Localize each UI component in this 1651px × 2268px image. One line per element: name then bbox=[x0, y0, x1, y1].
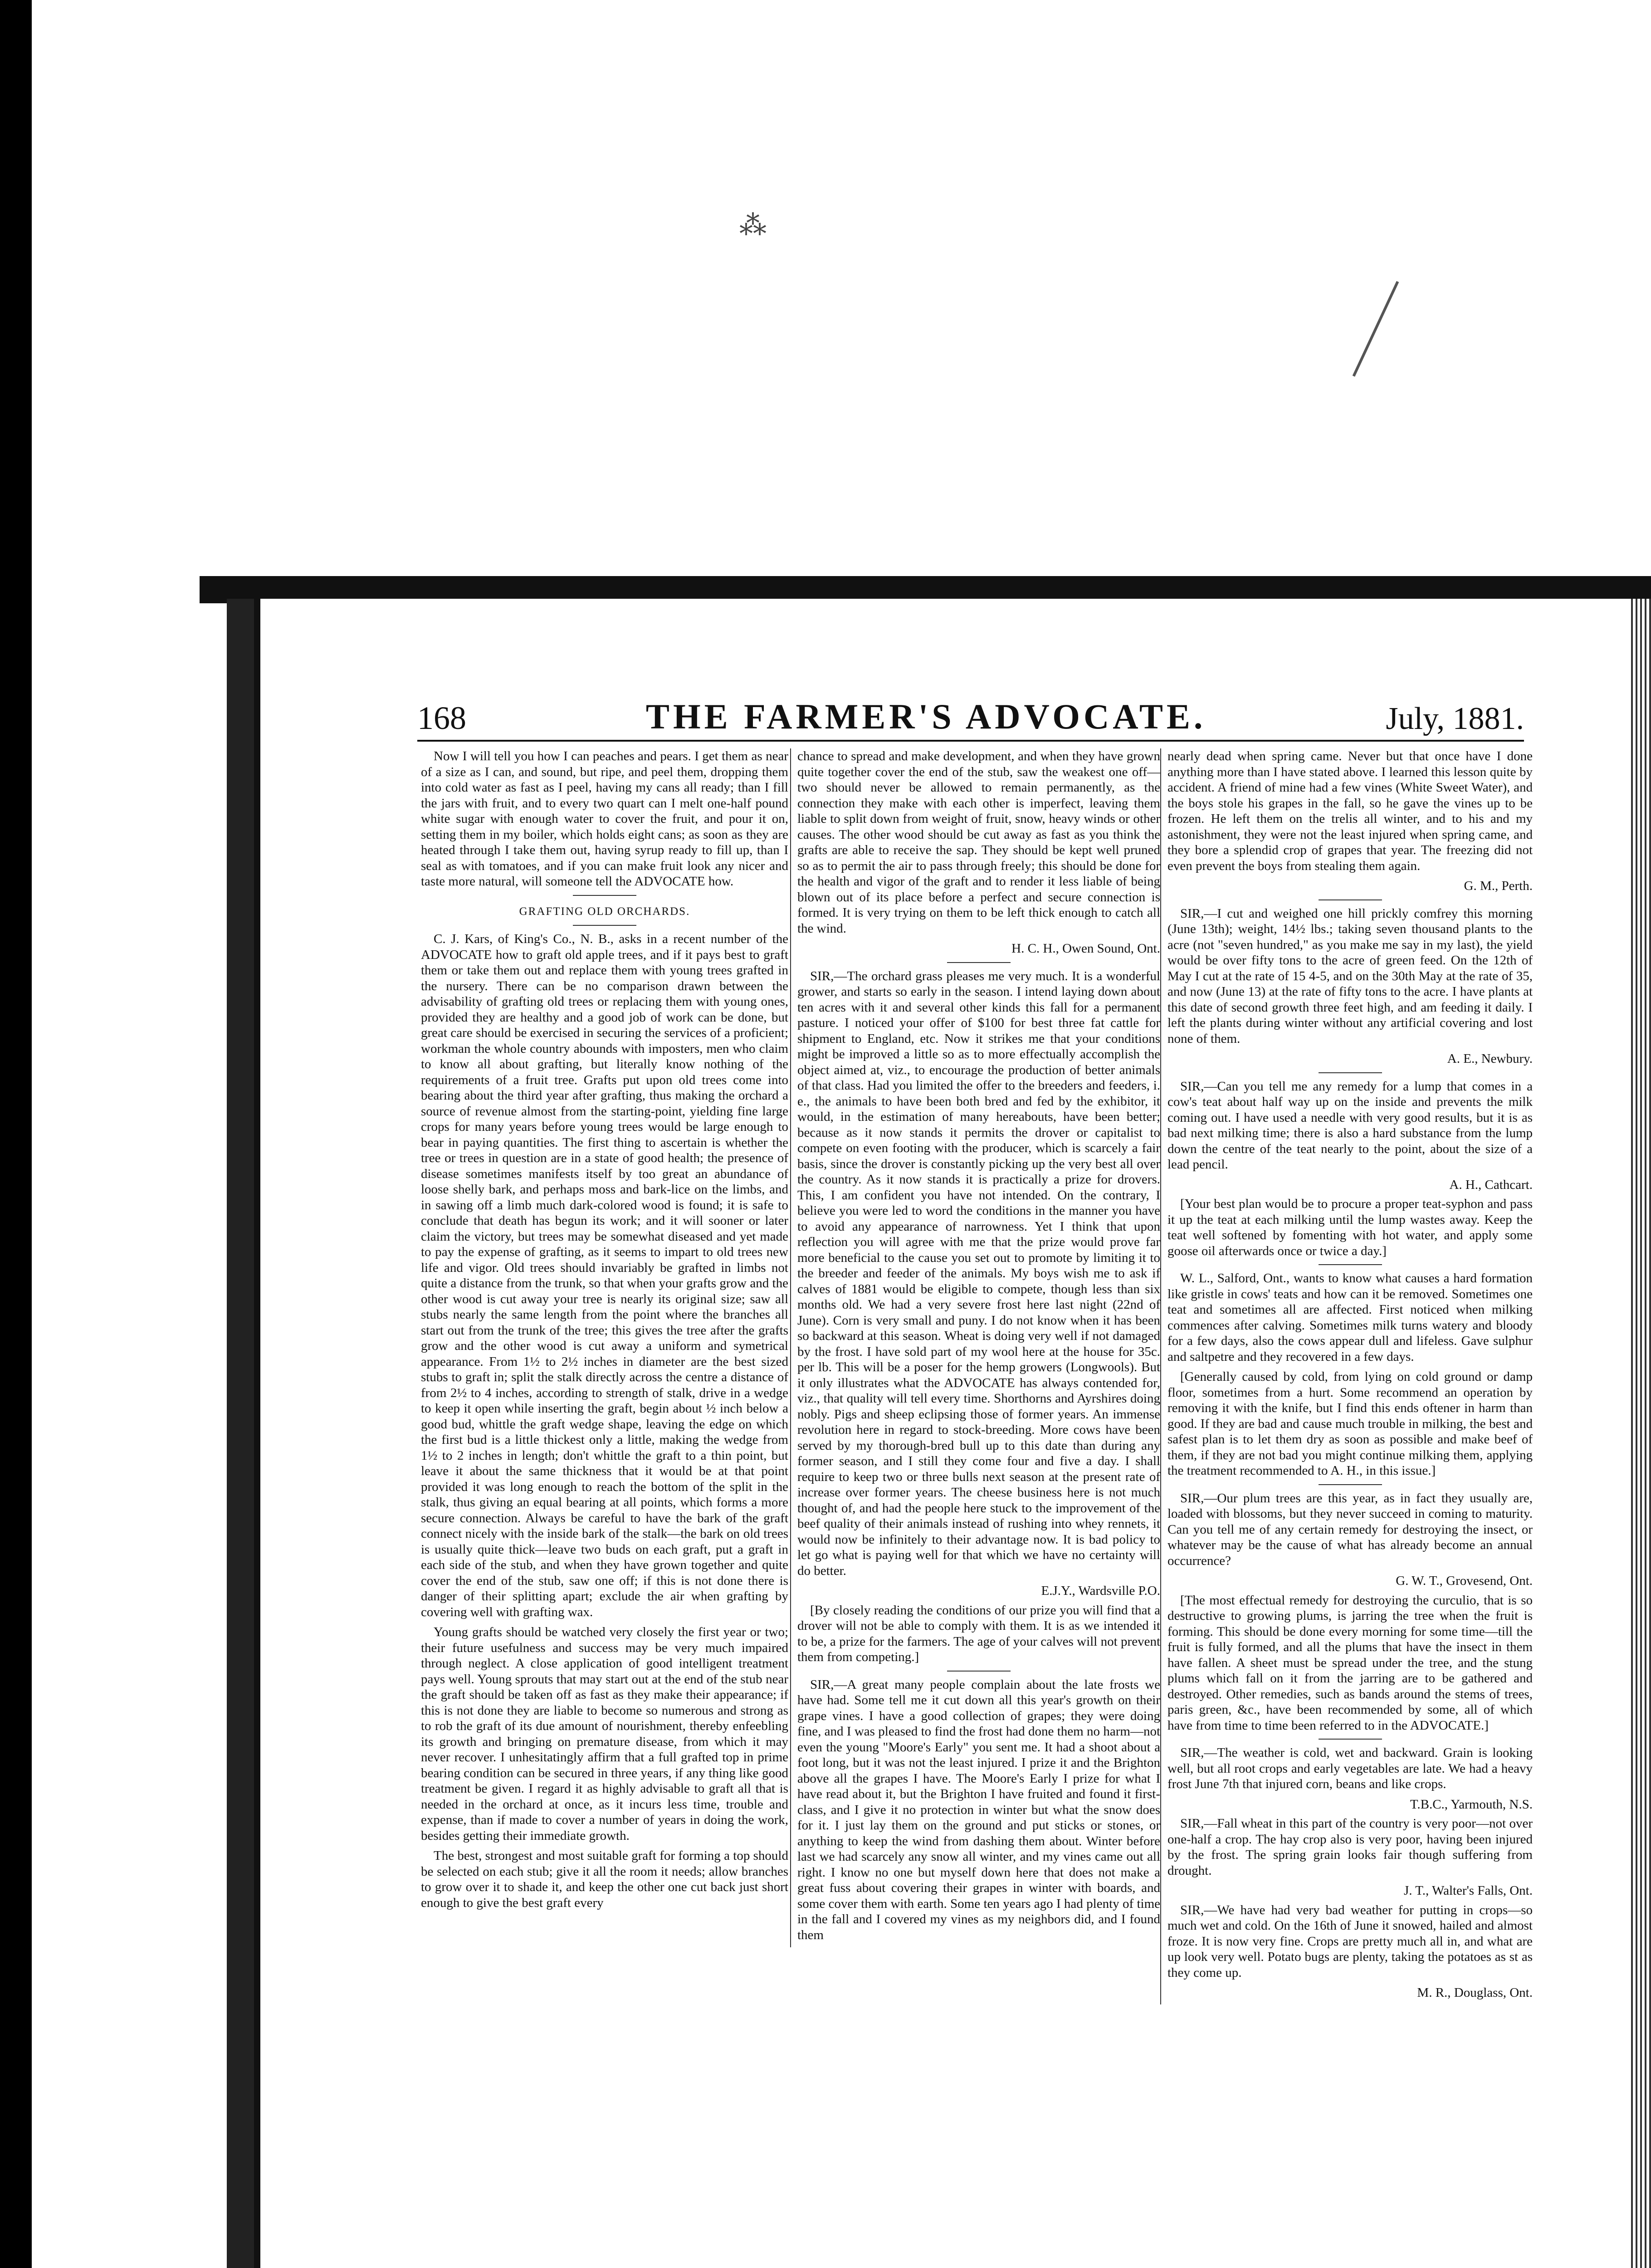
editor-reply: [Generally caused by cold, from lying on cold ground or damp floor, sometimes from a hurt. Some recommend an operation by removing it with the knife, but I find this ends oftener in harm than good. If they are bad and cause much trouble in milking, the best and safest plan is to let them dry as soon as possible and make beef of them, if they are not bad you might continue milking them, applying the treatment recommended to A. H., in this issue.] bbox=[1167, 1369, 1533, 1478]
signature: G. M., Perth. bbox=[1464, 879, 1533, 893]
divider bbox=[573, 925, 636, 926]
letter-paragraph: SIR,—Our plum trees are this year, as in fact they usually are, loaded with blossoms, but they never succeed in coming to maturity. Can you tell me of any certain remedy for destroying the insect, or whatever may be the cause of what has already become an annual occurrence? bbox=[1167, 1491, 1533, 1568]
issue-date: July, 1881. bbox=[1386, 701, 1524, 736]
letter-paragraph: SIR,—The orchard grass pleases me very much. It is a wonderful grower, and starts so early in the season. I intend laying down about ten acres with it and several other kinds this fall for a permanent pasture. I noticed your offer of $100 for best three fat cattle for shipment to England, etc. Now it strikes me that your conditions might be improved a little so as to more effectually accomplish the object aimed at, viz., to encourage the production of better animals of that class. Had you limited the offer to the breeders and feeders, i. e., the animals to have been both bred and fed by the exhibitor, it would, in the estimation of many hereabouts, have been better; because as it now stands it permits the drover or capitalist to compete on even footing with the producer, which is scarcely a fair basis, since the drover is constantly picking up the very best all over the country. As it now stands it is practically a prize for drovers. This, I am confident you have not intended. On the contrary, I believe you were led to word the conditions in the manner you have to avoid any appearance of narrowness. Yet I think that upon reflection you will agree with me that the prize would prove far more beneficial to the cause you set out to promote by limiting it to the breeder and feeder of the animals. My boys wish me to ask if calves of 1881 would be eligible to compete, though less than six months old. We had a very severe frost here last night (22nd of June). Corn is very small and puny. I do not know when it has been so backward at this season. Wheat is doing very well if not damaged by the frost. I have sold part of my wool here at the house for 35c. per lb. This will be a poser for the hemp growers (Longwools). But it only illustrates what the ADVOCATE has always contended for, viz., that quality will tell every time. Shorthorns and Ayrshires doing nobly. Pigs and sheep eclipsing those of former years. An immense revolution here in regard to stock-breeding. More cows have been served by my thorough-bred bull up to this date than during any former season, and I still they come four and five a day. I shall require to keep two or three bulls next season at the present rate of increase over former years. The cheese business here is not much thought of, and had the people here stuck to the improvement of the beef quality of their animals instead of rushing into whey rennets, it would now be infinitely to their advantage now. It is bad policy to let go what is paying well for that which we have no certainty will do better. bbox=[797, 968, 1160, 1578]
divider bbox=[1319, 1739, 1382, 1740]
column-2 bbox=[790, 748, 1160, 1947]
article-paragraph: C. J. Kars, of King's Co., N. B., asks in a recent number of the ADVOCATE how to graft old apple trees, and if it pays best to graft them or take them out and replace them with young trees grafted in the nursery. There can be no comparison drawn between the advisability of grafting old trees or replacing them with young ones, provided they are healthy and a good job of work can be done, but great care should be exercised in securing the services of a proficient; workman the whole country abounds with imposters, men who claim to know all about grafting, but literally know nothing of the requirements of a fruit tree. Grafts put upon old trees come into bearing about the third year after grafting, thus making the orchard a source of revenue almost from the starting-point, yielding fine large crops for many years before young trees would be large enough to bear in paying quantities. The first thing to ascertain is whether the tree or trees in question are in a state of good health; the presence of disease sometimes manifests itself by too great an abundance of loose shelly bark, and perhaps moss and bark-lice on the limbs, and in sawing off a limb much dark-colored wood is found; it is safe to conclude that death has begun its work; and it will sooner or later claim the victory, but trees may be somewhat diseased and yet made to pay the expense of grafting, as it seems to impart to old trees new life and vigor. Old trees should invariably be grafted in limbs not quite a distance from the trunk, so that when your grafts grow and the other wood is cut away your tree is nearly its original size; saw all stubs nearly the same length from the point where the branches all start out from the trunk of the tree; this gives the tree after the grafts grow and the other wood is cut away a uniform and symetrical appearance. From 1½ to 2½ inches in diameter are the best sized stubs to graft in; split the stalk directly across the centre a distance of from 2½ to 4 inches, according to strength of stalk, drive in a wedge to keep it open while inserting the graft, begin about ½ inch below a good bud, whittle the graft wedge shape, leaving the edge on which the first bud is a little thickest only a little, making the wedge from 1½ to 2 inches in length; don't whittle the graft to a thin point, but leave it about the same thickness that it would be at that point provided it was long enough to reach the bottom of the split in the stalk, thus giving an equal bearing at all points, which forms a more secure connection. Always be careful to have the bark of the graft connect nicely with the inside bark of the stalk—the bark on old trees is usually quite thick—leave two buds on each graft, put a graft in each side of the stub, and when they have grown together and quite cover the end of the stub, saw one off; if this is not done there is danger of their splitting apart; exclude the air when grafting by covering well with grafting wax. bbox=[421, 932, 788, 1619]
scan-speck: ⁂ bbox=[739, 210, 767, 240]
editor-reply: [The most effectual remedy for destroying the curculio, that is so destructive to growing plums, is jarring the tree when the fruit is forming. This should be done every morning for some time—till the fruit is fully formed, and all the plums that have the insect in them have fallen. A sheet must be spread under the tree, and the stung plums which fall on it from the jarring are to be gathered and destroyed. Other remedies, such as bands around the stems of trees, paris green, &c., have been recommended by some, all of which have from time to time been referred to in the ADVOCATE.] bbox=[1167, 1593, 1533, 1733]
article-paragraph: The best, strongest and most suitable graft for forming a top should be selected on each stub; give it all the room it needs; allow branches to grow over it to shade it, and keep the other one cut back just short enough to give the best graft every bbox=[421, 1848, 788, 1910]
letter-paragraph: W. L., Salford, Ont., wants to know what causes a hard formation like gristle in cows' teats and how can it be removed. Sometimes one teat and sometimes all are affected. First noticed when milking commences after calving. Sometimes milk turns watery and bloody for a few days, also the cows appear dull and lifeless. Gave sulphur and saltpetre and they recovered in a few days. bbox=[1167, 1271, 1533, 1364]
column-1 bbox=[421, 748, 788, 1915]
divider bbox=[1319, 899, 1382, 900]
article-heading: GRAFTING OLD ORCHARDS. bbox=[519, 905, 690, 918]
article-paragraph: Now I will tell you how I can peaches and pears. I get them as near of a size as I can, and sound, but ripe, and peel them, dropping them into cold water as fast as I peel, having my cans all ready; than I fill the jars with fruit, and to every two quart can I melt one-half pound white sugar with enough water to cover the fruit, and pour it on, setting them in my boiler, which holds eight cans; as soon as they are heated through I take them out, having syrup ready to fill up, than I seal as with tomatoes, and if you can make fruit look any nicer and taste more natural, will someone tell the ADVOCATE how. bbox=[421, 749, 788, 889]
article-paragraph: chance to spread and make development, and when they have grown quite together cover the end of the stub, saw the weakest one off—two should never be allowed to remain permanently, as the connection they make with each other is imperfect, leaving them liable to split down from weight of fruit, snow, heavy winds or other causes. The other wood should be cut away as fast as you think the grafts are able to receive the sap. They should be kept well pruned so as to permit the air to pass through freely; this should be done for the health and vigor of the graft and to render it less liable of being blown out of its place before a perfect and secure connection is formed. It is very trying on them to be left thick enough to catch all the wind. bbox=[797, 749, 1160, 936]
letter-paragraph: SIR,—Fall wheat in this part of the country is very poor—not over one-half a crop. The hay crop also is very poor, having been injured by the frost. The spring grain looks fair though suffering from drought. bbox=[1167, 1816, 1533, 1878]
editor-reply: [By closely reading the conditions of our prize you will find that a drover will not be able to comply with them. It is as we intended it to be, a prize for the farmers. The age of your calves will not prevent them from competing.] bbox=[797, 1603, 1160, 1664]
divider bbox=[1319, 1072, 1382, 1073]
letter-paragraph: SIR,—We have had very bad weather for putting in crops—so much wet and cold. On the 16th of June it snowed, hailed and almost froze. It is now very fine. Crops are pretty much all in, and what are up look very well. Potato bugs are plenty, taking the potatoes as st as they come up. bbox=[1167, 1902, 1533, 1980]
letter-paragraph: SIR,—A great many people complain about the late frosts we have had. Some tell me it cut down all this year's growth on their grape vines. I have a good collection of grapes; they were doing fine, and I was pleased to find the frost had done them no harm—not even the young "Moore's Early" you sent me. It had a shoot about a foot long, but it was not the least injured. I prize it and the Brighton above all the grapes I have. The Moore's Early I prize for what I have read about it, but the Brighton I have fruited and found it first-class, and I give it no protection in winter but what the snow does for it. I just lay them on the ground and put sticks or stones, or anything to keep the wind from dashing them about. Winter before last we had scarcely any snow all winter, and my vines came out all right. I know no one but myself down here that does not make a great fuss about covering their grapes in winter with boards, and some cover them with earth. Some ten years ago I had plenty of time in the fall and I covered my vines as my neighbors did, and I found them bbox=[797, 1677, 1160, 1942]
letter-paragraph: SIR,—I cut and weighed one hill prickly comfrey this morning (June 13th); weight, 14½ lbs.; taking seven thousand plants to the acre (not "seven hundred," as you make me say in my last), the yield would be over fifty tons to the acre of green feed. On the 12th of May I cut at the rate of 15 4-5, and on the 30th May at the rate of 35, and now (June 13) at the rate of fifty tons to the acre. I have plants at this date of second growth three feet high, and am feeding it daily. I left the plants during winter without any artificial covering and lost none of them. bbox=[1167, 906, 1533, 1046]
facing-page-edge bbox=[1628, 599, 1651, 2268]
letter-paragraph: SIR,—Can you tell me any remedy for a lump that comes in a cow's teat about half way up on the inside and prevents the milk coming out. I have used a needle with very good results, but it is as bad next milking time; there is also a hard substance from the lump down the centre of the teat nearly to the point, about the size of a lead pencil. bbox=[1167, 1079, 1533, 1172]
signature: A. H., Cathcart. bbox=[1449, 1177, 1533, 1192]
article-paragraph: Young grafts should be watched very closely the first year or two; their future usefulness and success may be very much impaired through neglect. A close application of good intelligent treatment pays well. Young sprouts that may start out at the end of the stub near the graft should be taken off as fast as they make their appearance; if this is not done they are liable to become so numerous and strong as to rob the graft of its due amount of nourishment, thereby enfeebling its growth and bringing on premature disease, from which it may never recover. I unhesitatingly affirm that a full grafted top in prime bearing condition can be secured in three years, if any thing like good treatment be given. I regard it as highly advisable to graft all that is needed in the orchard at once, as it incurs less time, trouble and expense, than if made to cover a number of years in doing the work, besides getting their immediate growth. bbox=[421, 1625, 788, 1843]
signature: G. W. T., Grovesend, Ont. bbox=[1396, 1574, 1533, 1588]
divider bbox=[947, 1671, 1011, 1672]
column-3 bbox=[1160, 748, 1533, 2004]
signature: T.B.C., Yarmouth, N.S. bbox=[1410, 1797, 1533, 1812]
signature: J. T., Walter's Falls, Ont. bbox=[1403, 1883, 1533, 1898]
signature: E.J.Y., Wardsville P.O. bbox=[1041, 1584, 1160, 1598]
divider bbox=[573, 895, 636, 896]
masthead: THE FARMER'S ADVOCATE. bbox=[645, 697, 1206, 736]
scan-border bbox=[0, 0, 32, 2268]
page-header bbox=[417, 694, 1524, 742]
page-number: 168 bbox=[417, 700, 466, 736]
letter-paragraph: SIR,—The weather is cold, wet and backward. Grain is looking well, but all root crops and early vegetables are late. We had a heavy frost June 7th that injured corn, beans and like crops. bbox=[1167, 1745, 1533, 1791]
divider bbox=[1319, 1484, 1382, 1485]
divider bbox=[1319, 1264, 1382, 1265]
divider bbox=[947, 962, 1011, 963]
signature: M. R., Douglass, Ont. bbox=[1417, 1985, 1533, 2000]
signature: A. E., Newbury. bbox=[1447, 1051, 1533, 1066]
letter-paragraph: nearly dead when spring came. Never but that once have I done anything more than I have stated above. I learned this lesson quite by accident. A friend of mine had a few vines (White Sweet Water), and the boys stole his grapes in the fall, so he gave the vines up to be frozen. He left them on the trelis all winter, and to his and my astonishment, they were not the least injured when spring came, and they bore a splendid crop of grapes that year. The freezing did not even prevent the boys from stealing them again. bbox=[1167, 749, 1533, 873]
signature: H. C. H., Owen Sound, Ont. bbox=[1011, 941, 1160, 956]
editor-reply: [Your best plan would be to procure a proper teat-syphon and pass it up the teat at each milking until the lump wastes away. Keep the teat well softened by fomenting with hot water, and apply some goose oil afterwards once or twice a day.] bbox=[1167, 1197, 1533, 1258]
